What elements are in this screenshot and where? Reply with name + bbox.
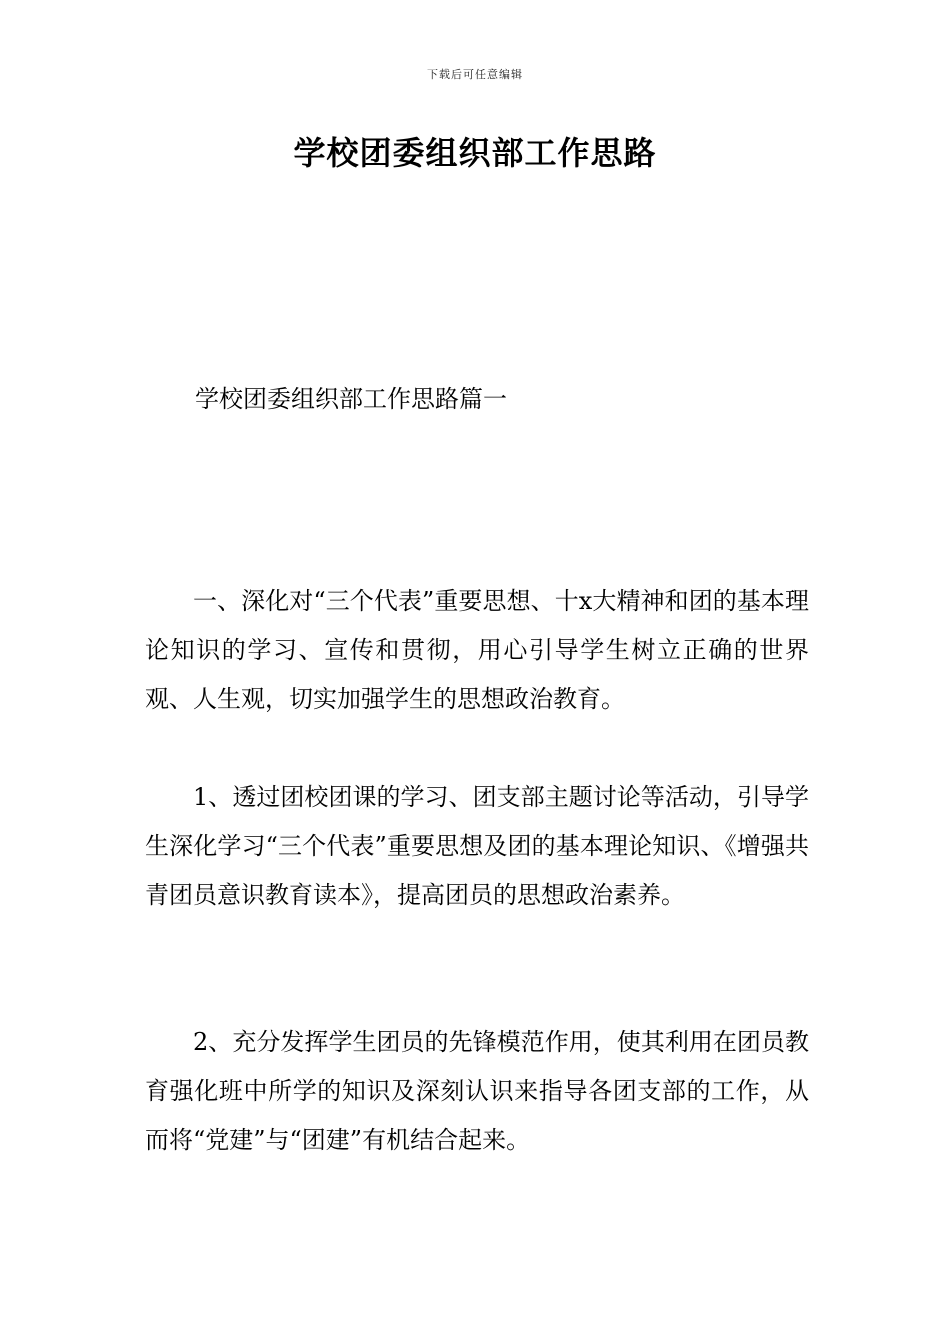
paragraph-3: 2、充分发挥学生团员的先锋模范作用，使其利用在团员教育强化班中所学的知识及深刻认识来指导各团支部的工作，从而将“党建”与“团建”有机结合起来。 [145, 1028, 809, 1154]
document-title: 学校团委组织部工作思路 [293, 134, 657, 172]
header-note: 下载后可任意编辑 [427, 68, 523, 81]
paragraph-2: 1、透过团校团课的学习、团支部主题讨论等活动，引导学生深化学习“三个代表”重要思想及团的基本理论知识、《增强共青团员意识教育读本》，提高团员的思想政治素养。 [145, 783, 809, 909]
section-subtitle: 学校团委组织部工作思路篇一 [195, 385, 507, 413]
paragraph-1: 一、深化对“三个代表”重要思想、十x大精神和团的基本理论知识的学习、宣传和贯彻，用心引导学生树立正确的世界观、人生观，切实加强学生的思想政治教育。 [145, 587, 809, 713]
